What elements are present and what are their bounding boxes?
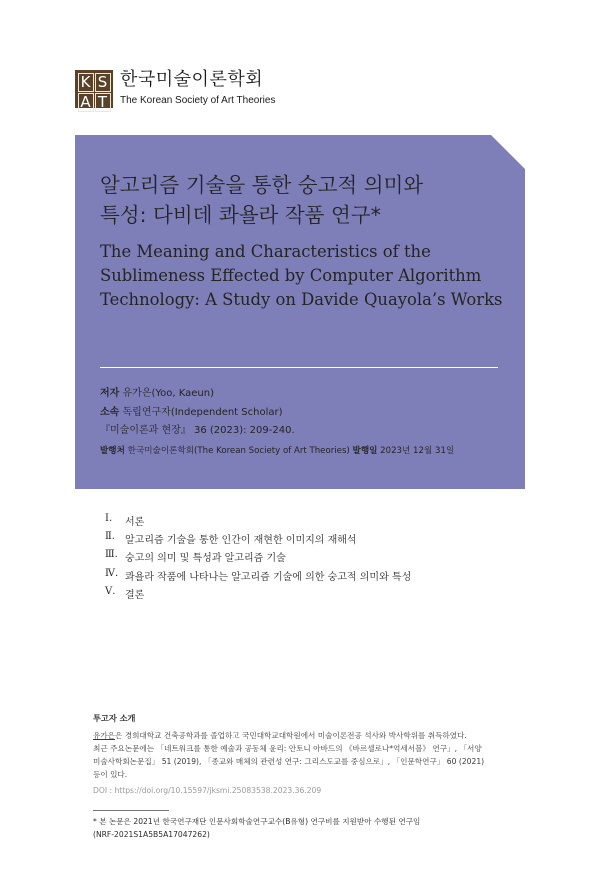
affiliation-line [100, 403, 283, 418]
title-en-line: Technology: A Study on Davide Quayola’s Works [100, 290, 503, 309]
author-line [100, 384, 214, 399]
toc-text: 결론 [125, 589, 145, 601]
bio-line: 등이 있다. [93, 770, 128, 779]
logo-letter: S [95, 73, 111, 92]
bio-line [93, 729, 523, 742]
publisher-value: 한국미술이론학회(The Korean Society of Art Theories) [127, 446, 350, 456]
date-value: 2023년 12월 31일 [380, 446, 455, 456]
title-en-line: The Meaning and Characteristics of the [100, 242, 431, 261]
author-label: 저자 [100, 388, 120, 399]
footnote-line: * 본 논문은 2021년 한국연구재단 인문사회학술연구교수(B유형) 연구비를 지원받아 수행된 연구임 [93, 817, 421, 826]
toc-item [105, 513, 411, 531]
society-name-en: The Korean Society of Art Theories [120, 95, 276, 106]
title-ko-line: 알고리즘 기술을 통한 숭고적 의미와 [100, 173, 424, 197]
footnote-rule [93, 810, 169, 811]
toc-text: 알고리즘 기술을 통한 인간이 재현한 이미지의 재해석 [125, 535, 357, 547]
author-bio-heading: 투고자 소개 [93, 713, 136, 723]
footnote [93, 816, 523, 841]
banner-divider [100, 367, 498, 368]
citation: 『미술이론과 현장』 36 (2023): 209-240. [100, 425, 295, 436]
title-ko-line: 특성: 다비데 콰욜라 작품 연구* [100, 203, 381, 227]
toc-text: 숭고의 의미 및 특성과 알고리즘 기술 [125, 553, 286, 565]
affiliation-value: 독립연구자(Independent Scholar) [122, 407, 283, 418]
logo-letter: K [78, 73, 94, 92]
doi-link[interactable]: DOI : https://doi.org/10.15597/jksmi.25083538.2023.36.209 [93, 786, 322, 795]
toc-number: Ⅲ. [105, 549, 118, 561]
bio-author-name: 유가은 [93, 731, 116, 740]
toc-item [105, 549, 411, 567]
title-en-line: Sublimeness Effected by Computer Algorithm [100, 266, 482, 285]
affiliation-label: 소속 [100, 407, 120, 418]
date-label: 발행일 [352, 446, 378, 456]
toc-number: Ⅳ. [105, 567, 119, 579]
toc-item [105, 586, 411, 604]
publisher-label: 발행처 [100, 446, 125, 456]
logo-letter: T [95, 93, 111, 112]
author-name: 유가은(Yoo, Kaeun) [122, 388, 215, 399]
logo-letter: A [78, 93, 94, 112]
society-logo [75, 69, 276, 111]
publication-line [100, 444, 454, 456]
footnote-line: (NRF-2021S1A5B5A17047262) [93, 829, 210, 839]
toc-number: Ⅱ. [105, 531, 115, 543]
bio-line: 최근 주요논문에는 「네트워크를 통한 예술과 공동체 윤리: 안토니 아바드의 《바르셀로나*억세서블》 연구」, 「서양 [93, 744, 482, 753]
society-name-ko: 한국미술이론학회 [120, 69, 264, 90]
paper-title-korean [100, 170, 510, 230]
paper-title-english [100, 240, 520, 312]
toc-item [105, 531, 411, 549]
bio-line: 미술사학회논문집」 51 (2019), 「종교와 매체의 관련성 연구: 그리스도교를 중심으로」, 「인문학연구」 60 (2021) [93, 757, 485, 766]
toc-item [105, 568, 411, 586]
bio-text: 은 경희대학교 건축공학과를 졸업하고 국민대학교대학원에서 미술이론전공 석사와 박사학위를 취득하였다. [115, 731, 467, 740]
toc-number: Ⅴ. [105, 585, 116, 597]
table-of-contents [105, 513, 411, 604]
toc-number: Ⅰ. [105, 513, 113, 524]
ksat-logo-mark [75, 70, 113, 111]
author-bio [93, 729, 523, 781]
toc-text: 서론 [125, 517, 145, 528]
toc-text: 콰욜라 작품에 나타나는 알고리즘 기술에 의한 숭고적 의미와 특성 [125, 571, 412, 583]
